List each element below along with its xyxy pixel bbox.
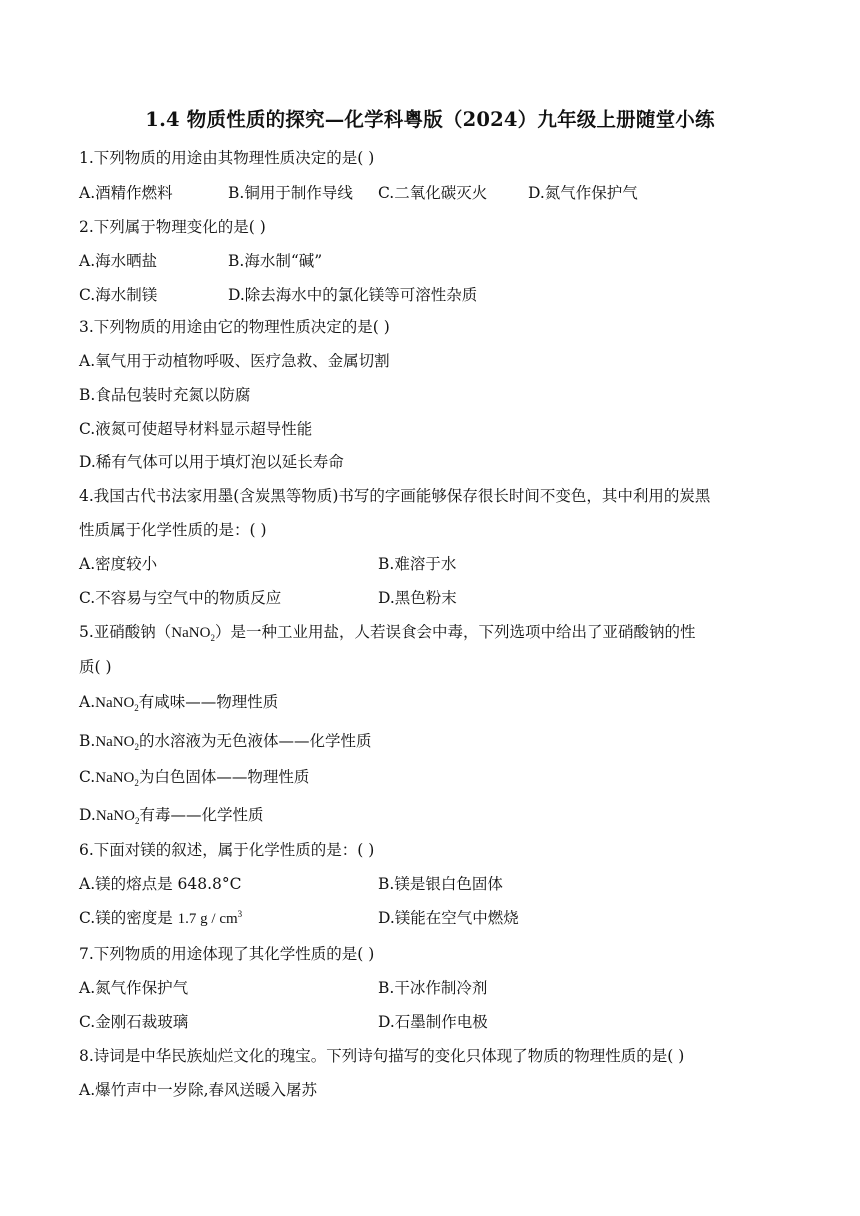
question-2-option-b: B.海水制“碱” [228,252,323,270]
formula-main: NaNO [95,695,135,711]
question-3-option-d: D.稀有气体可以用于填灯泡以延长寿命 [79,453,344,471]
formula-main: NaNO [95,808,135,824]
question-1-option-b: B.铜用于制作导线 [228,184,353,202]
formula-subscript: 2 [134,703,139,713]
question-6-option-d: D.镁能在空气中燃烧 [378,909,519,927]
question-1-option-c: C.二氧化碳灭火 [378,184,488,202]
question-6-option-b: B.镁是银白色固体 [378,875,503,893]
question-3-stem: 3.下列物质的用途由它的物理性质决定的是( ) [79,318,390,336]
density-unit [178,911,243,927]
question-4-option-b: B.难溶于水 [378,555,457,573]
sodium-nitrite-formula [171,625,215,641]
question-2-option-d: D.除去海水中的氯化镁等可溶性杂质 [228,286,478,304]
question-7-option-d: D.石墨制作电极 [378,1013,488,1031]
question-5-stem-suffix: ）是一种工业用盐，人若误食会中毒，下列选项中给出了亚硝酸钠的性 [214,623,696,641]
formula-main: NaNO [95,734,135,750]
question-1-option-d: D.氮气作保护气 [528,184,638,202]
formula-subscript: 2 [134,816,140,826]
question-4-stem-line-1: 4.我国古代书法家用墨(含炭黑等物质)书写的字画能够保存很长时间不变色，其中利用的炭黑 [79,487,711,505]
question-3-option-c: C.液氮可使超导材料显示超导性能 [79,420,313,438]
question-4-stem-line-2: 性质属于化学性质的是：( ) [79,521,267,539]
question-4-option-a: A.密度较小 [79,555,158,573]
option-text: C.镁的密度是 [79,909,178,927]
question-8-option-a: A.爆竹声中一岁除,春风送暖入屠苏 [79,1081,318,1099]
sodium-nitrite-formula [95,695,139,711]
question-4-option-d: D.黑色粉末 [378,589,457,607]
question-3-option-b: B.食品包装时充氮以防腐 [79,386,251,404]
option-text: 有咸味——物理性质 [138,693,279,711]
question-7-option-a: A.氮气作保护气 [79,979,189,997]
question-5-option-d [79,805,263,826]
question-5-option-a [79,692,278,713]
question-6-option-a: A.镁的熔点是 648.8°C [79,875,242,893]
question-7-stem: 7.下列物质的用途体现了其化学性质的是( ) [79,945,375,963]
question-8-stem: 8.诗词是中华民族灿烂文化的瑰宝。下列诗句描写的变化只体现了物质的物理性质的是( ) [79,1047,685,1065]
formula-subscript: 2 [134,742,139,752]
formula-main: NaNO [95,770,135,786]
formula-subscript: 2 [134,778,139,788]
unit-superscript: 3 [237,909,243,919]
density-value: 1.7 g / cm [177,911,238,927]
question-3-option-a: A.氧气用于动植物呼吸、医疗急救、金属切割 [79,352,390,370]
question-5-stem-prefix: 5.亚硝酸钠（ [79,623,172,641]
question-5-stem-line-2: 质( ) [79,658,112,676]
sodium-nitrite-formula [96,808,140,824]
question-4-option-c: C.不容易与空气中的物质反应 [79,589,282,607]
question-2-option-c: C.海水制镁 [79,286,158,304]
sodium-nitrite-formula [95,734,139,750]
option-text: 为白色固体——物理性质 [138,768,310,786]
option-letter: D. [79,806,96,824]
option-text: 有毒——化学性质 [139,806,264,824]
formula-main: NaNO [171,625,211,641]
page-title: 1.4 物质性质的探究—化学科粤版（2024）九年级上册随堂小练 [145,108,715,131]
formula-subscript: 2 [210,633,215,643]
sodium-nitrite-formula [95,770,139,786]
question-7-option-b: B.干冰作制冷剂 [378,979,488,997]
question-5-option-b [79,731,372,752]
question-6-option-c [79,908,242,929]
question-2-stem: 2.下列属于物理变化的是( ) [79,218,266,236]
option-letter: B. [79,732,96,750]
question-1-option-a: A.酒精作燃料 [79,184,173,202]
question-2-option-a: A.海水晒盐 [79,252,158,270]
option-letter: C. [79,768,96,786]
question-5-stem-line-1 [79,622,695,643]
question-1-stem: 1.下列物质的用途由其物理性质决定的是( ) [79,149,375,167]
option-text: 的水溶液为无色液体——化学性质 [138,732,372,750]
question-7-option-c: C.金刚石裁玻璃 [79,1013,189,1031]
option-letter: A. [79,693,96,711]
question-5-option-c [79,767,309,788]
question-6-stem: 6.下面对镁的叙述，属于化学性质的是：( ) [79,841,375,859]
